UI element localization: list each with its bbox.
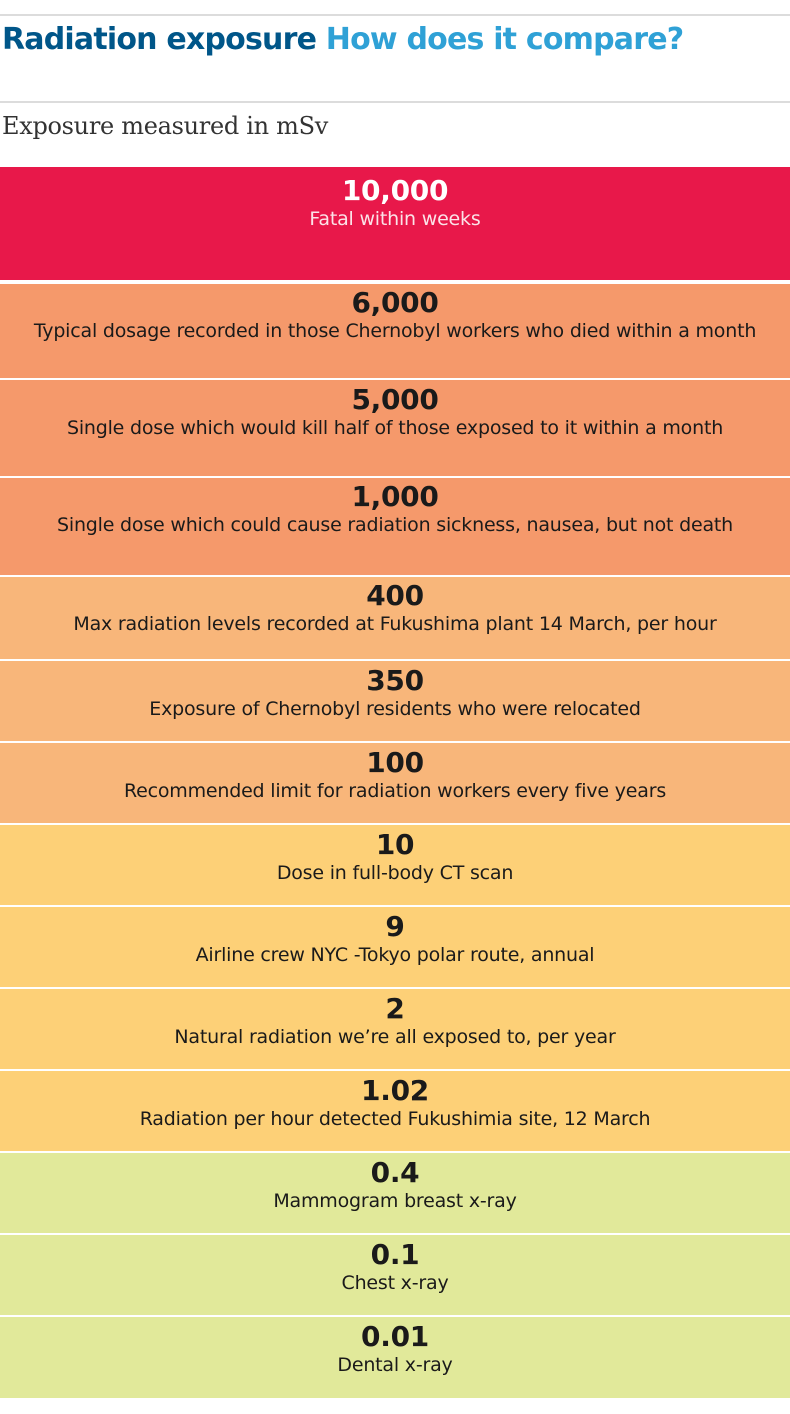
- exposure-description: Chest x-ray: [341, 1272, 449, 1294]
- exposure-value: 400: [366, 579, 424, 612]
- exposure-description: Single dose which could cause radiation sickness, nausea, but not death: [57, 514, 733, 536]
- exposure-row: [0, 825, 790, 905]
- exposure-row: [0, 1317, 790, 1398]
- exposure-description: Max radiation levels recorded at Fukushima plant 14 March, per hour: [73, 613, 717, 635]
- title-part-main: Radiation exposure: [2, 22, 317, 57]
- exposure-description: Recommended limit for radiation workers every five years: [123, 780, 667, 802]
- exposure-description: Single dose which would kill half of those exposed to it within a month: [66, 417, 724, 439]
- exposure-row: [0, 661, 790, 741]
- title-rule: [0, 101, 790, 103]
- exposure-description: Dental x-ray: [337, 1354, 453, 1376]
- exposure-description: Exposure of Chernobyl residents who were relocated: [149, 698, 641, 720]
- exposure-value: 6,000: [351, 286, 439, 319]
- title-part-question: How does it compare?: [325, 22, 684, 57]
- exposure-row: [0, 989, 790, 1069]
- exposure-row: [0, 284, 790, 378]
- exposure-value: 10,000: [341, 174, 449, 207]
- exposure-value: 0.4: [370, 1156, 420, 1189]
- exposure-value: 1,000: [351, 480, 439, 513]
- exposure-description: Mammogram breast x-ray: [273, 1190, 517, 1212]
- exposure-description: Dose in full-body CT scan: [276, 862, 514, 884]
- exposure-row: [0, 1235, 790, 1315]
- exposure-description: Fatal within weeks: [309, 208, 481, 230]
- exposure-value: 0.1: [370, 1238, 420, 1271]
- chart-subtitle: Exposure measured in mSv: [2, 112, 328, 140]
- exposure-row: [0, 1153, 790, 1233]
- exposure-value: 0.01: [361, 1320, 429, 1353]
- exposure-row: [0, 167, 790, 280]
- exposure-row: [0, 478, 790, 575]
- exposure-description: Airline crew NYC -Tokyo polar route, annual: [195, 944, 595, 966]
- exposure-value: 1.02: [361, 1074, 429, 1107]
- exposure-value: 350: [366, 664, 424, 697]
- exposure-value: 2: [385, 992, 405, 1025]
- exposure-row: [0, 907, 790, 987]
- top-rule: [0, 14, 790, 16]
- exposure-description: Natural radiation we’re all exposed to, per year: [174, 1026, 616, 1048]
- exposure-value: 10: [375, 828, 415, 861]
- exposure-row: [0, 743, 790, 823]
- exposure-value: 100: [366, 746, 424, 779]
- exposure-value: 5,000: [351, 383, 439, 416]
- exposure-row: [0, 577, 790, 659]
- chart-title: [2, 20, 788, 60]
- exposure-row: [0, 380, 790, 476]
- exposure-value: 9: [385, 910, 405, 943]
- exposure-description: Radiation per hour detected Fukushimia site, 12 March: [139, 1108, 651, 1130]
- exposure-description: Typical dosage recorded in those Chernobyl workers who died within a month: [33, 320, 757, 342]
- exposure-row: [0, 1071, 790, 1151]
